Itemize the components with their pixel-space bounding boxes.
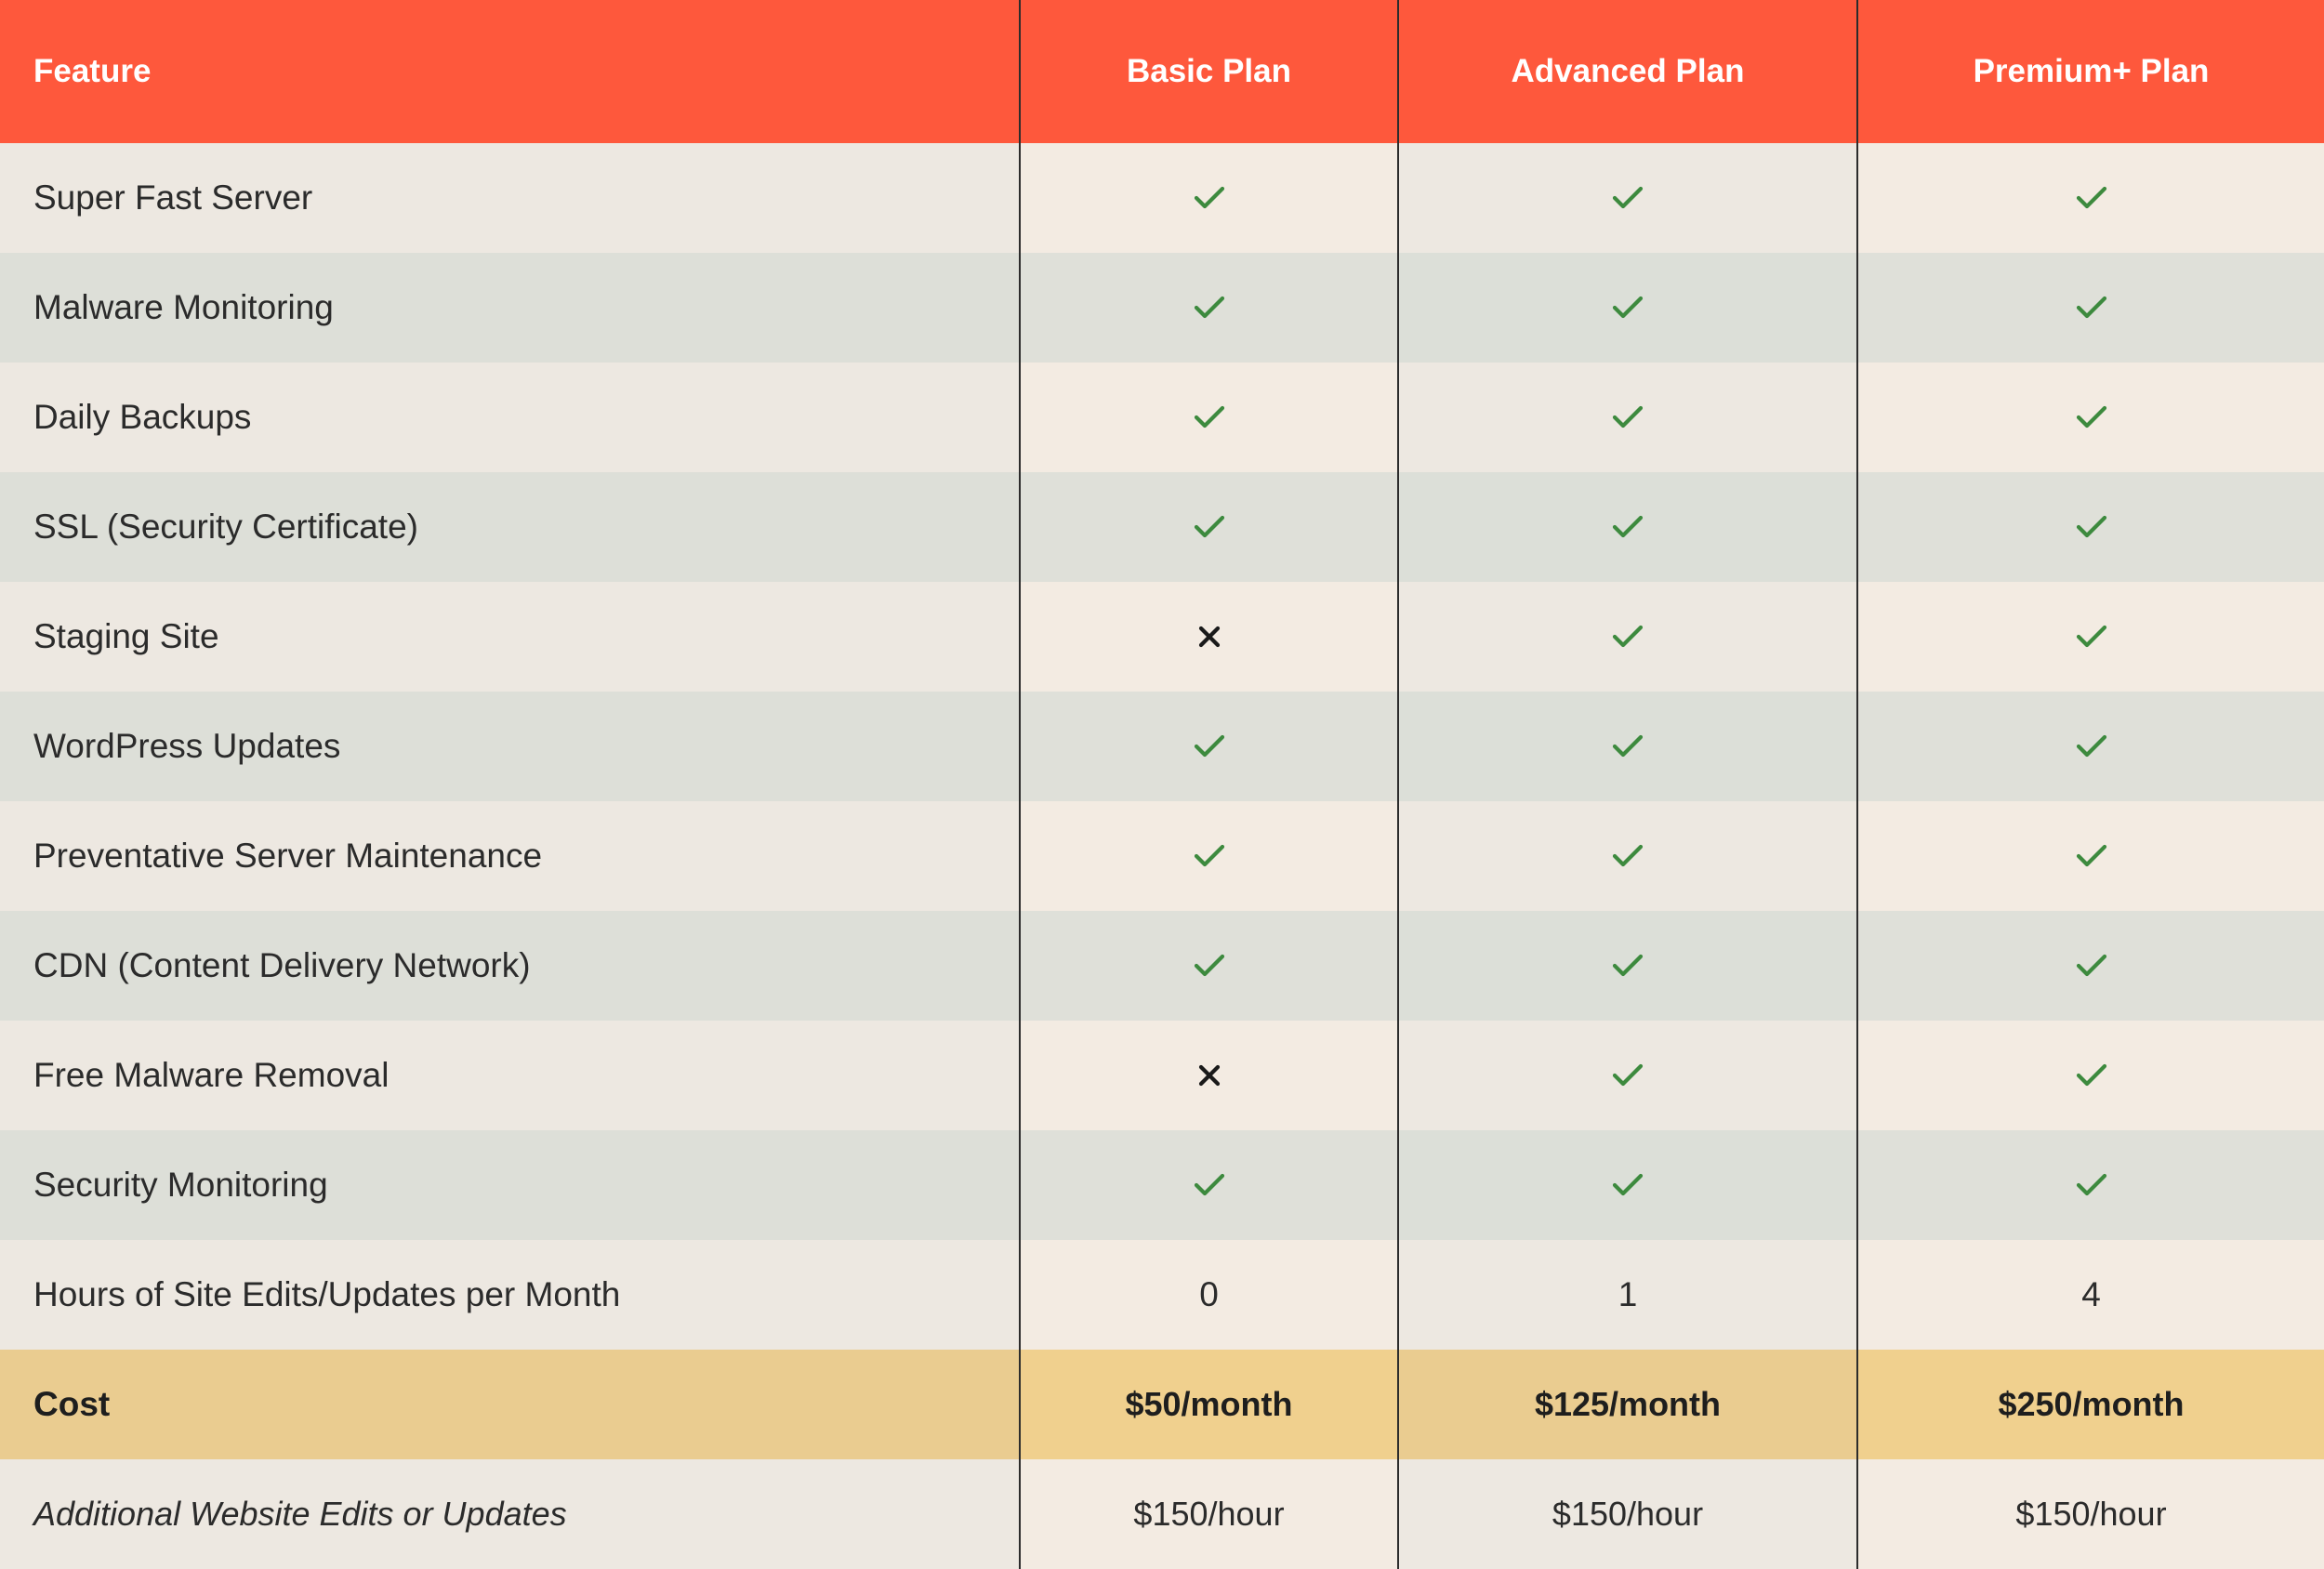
feature-label: Security Monitoring (33, 1166, 328, 1204)
check-icon (1397, 472, 1856, 582)
check-icon (1397, 692, 1856, 801)
feature-label: SSL (Security Certificate) (33, 508, 418, 546)
check-icon (1397, 1021, 1856, 1130)
cost-advanced: $125/month (1397, 1350, 1856, 1459)
cost-label: Cost (33, 1385, 111, 1423)
check-icon (1019, 1130, 1397, 1240)
table-row (0, 692, 2324, 801)
check-icon (1856, 1130, 2324, 1240)
check-icon (1019, 363, 1397, 472)
check-icon (1856, 253, 2324, 363)
table-row (0, 1021, 2324, 1130)
table-row (0, 1130, 2324, 1240)
check-icon (1856, 472, 2324, 582)
table-row (0, 143, 2324, 253)
feature-label: Preventative Server Maintenance (33, 837, 543, 875)
feature-rows (0, 143, 2324, 1350)
feature-label: Hours of Site Edits/Updates per Month (33, 1275, 621, 1313)
additional-label: Additional Website Edits or Updates (33, 1495, 567, 1533)
feature-label: Daily Backups (33, 398, 252, 436)
check-icon (1856, 1021, 2324, 1130)
feature-label: Malware Monitoring (33, 288, 334, 326)
plan-value-basic: 0 (1019, 1240, 1397, 1350)
additional-advanced: $150/hour (1397, 1459, 1856, 1569)
check-icon (1397, 911, 1856, 1021)
feature-label: Super Fast Server (33, 178, 313, 217)
check-icon (1019, 253, 1397, 363)
plan-value-advanced: 1 (1397, 1240, 1856, 1350)
check-icon (1856, 911, 2324, 1021)
table-row (0, 472, 2324, 582)
feature-label: Staging Site (33, 617, 219, 655)
feature-label: Free Malware Removal (33, 1056, 390, 1094)
table-row (0, 911, 2324, 1021)
check-icon (1856, 363, 2324, 472)
additional-basic: $150/hour (1019, 1459, 1397, 1569)
check-icon (1019, 801, 1397, 911)
header-premium-plan: Premium+ Plan (1856, 0, 2324, 143)
check-icon (1397, 363, 1856, 472)
check-icon (1019, 472, 1397, 582)
cost-premium: $250/month (1856, 1350, 2324, 1459)
cost-basic: $50/month (1019, 1350, 1397, 1459)
header-feature: Feature (33, 53, 152, 89)
additional-premium: $150/hour (1856, 1459, 2324, 1569)
table-row (0, 253, 2324, 363)
plan-value-premium: 4 (1856, 1240, 2324, 1350)
cost-row (0, 1350, 2324, 1459)
additional-row (0, 1459, 2324, 1569)
table-row (0, 363, 2324, 472)
table-row (0, 801, 2324, 911)
check-icon (1397, 143, 1856, 253)
check-icon (1856, 582, 2324, 692)
check-icon (1019, 692, 1397, 801)
cross-icon (1019, 1021, 1397, 1130)
check-icon (1856, 692, 2324, 801)
check-icon (1397, 253, 1856, 363)
cross-icon (1019, 582, 1397, 692)
feature-label: WordPress Updates (33, 727, 341, 765)
check-icon (1019, 911, 1397, 1021)
table-row (0, 582, 2324, 692)
check-icon (1397, 801, 1856, 911)
table-header (0, 0, 2324, 143)
feature-label: CDN (Content Delivery Network) (33, 946, 531, 984)
check-icon (1019, 143, 1397, 253)
check-icon (1397, 582, 1856, 692)
check-icon (1856, 143, 2324, 253)
table-row (0, 1240, 2324, 1350)
header-advanced-plan: Advanced Plan (1397, 0, 1856, 143)
header-basic-plan: Basic Plan (1019, 0, 1397, 143)
check-icon (1856, 801, 2324, 911)
check-icon (1397, 1130, 1856, 1240)
